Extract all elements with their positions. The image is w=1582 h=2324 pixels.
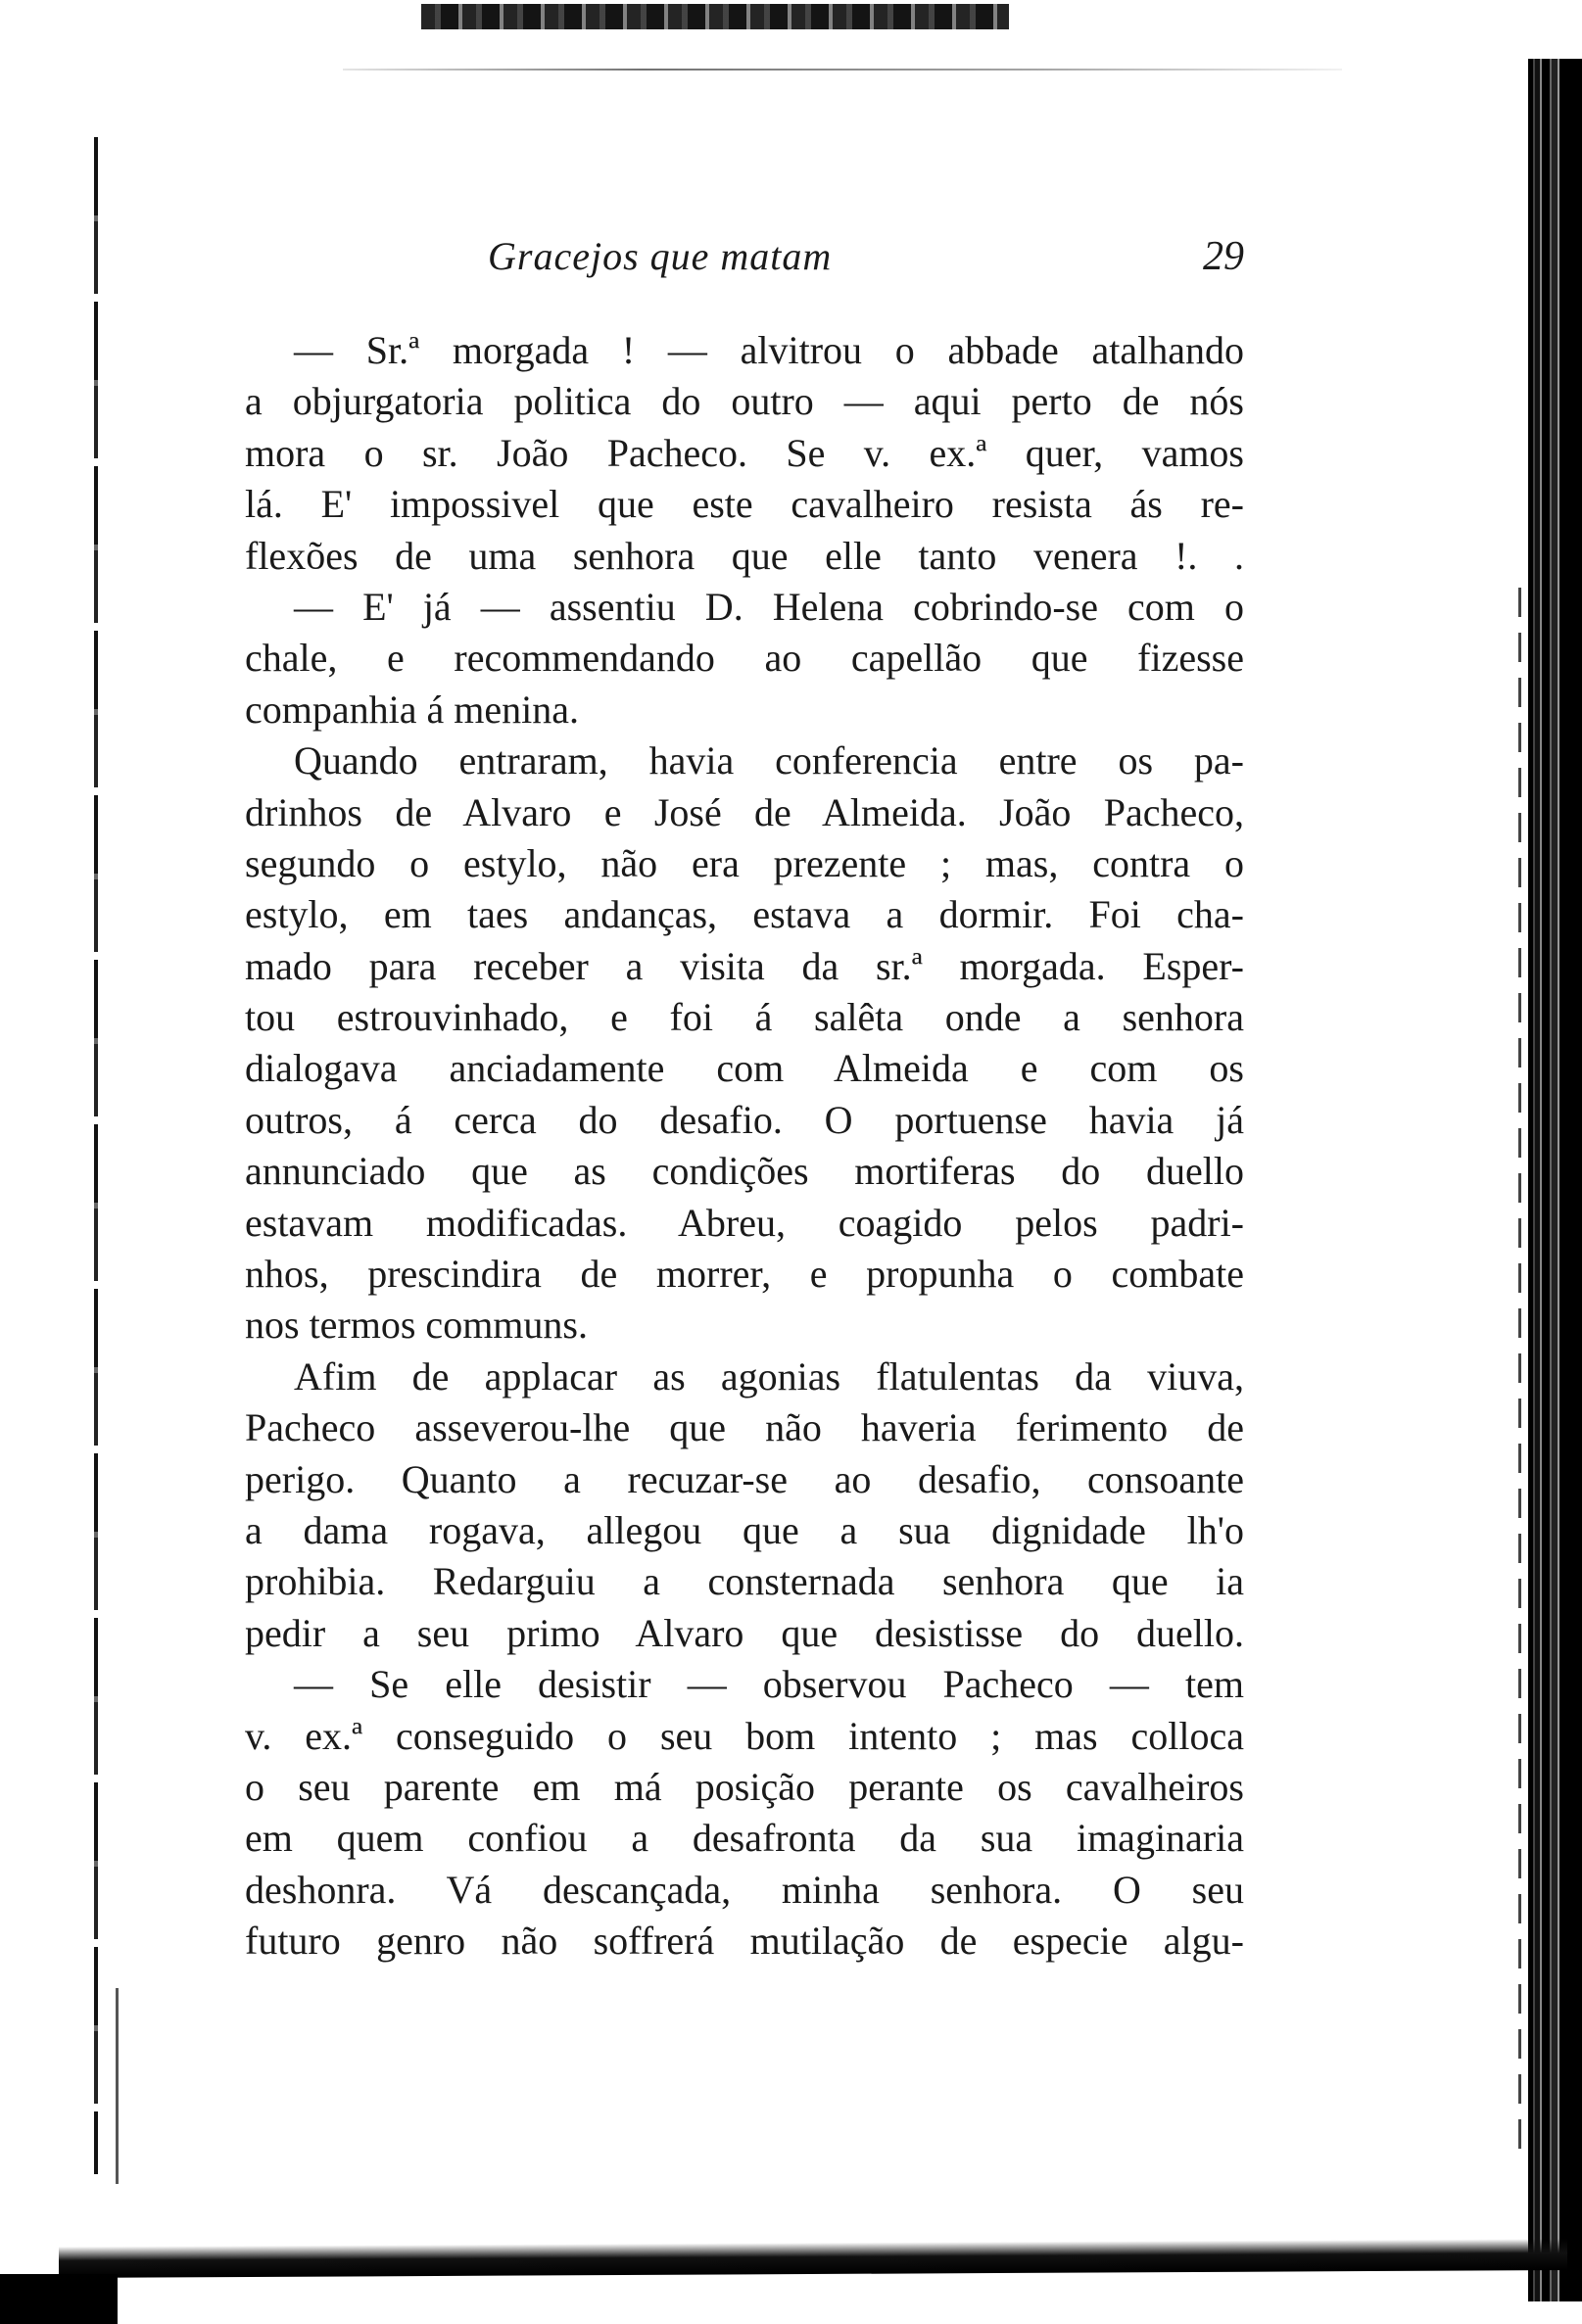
text-line: flexões de uma senhora que elle tanto venera !. .: [245, 533, 1244, 578]
text-line: — Sr.ª morgada ! — alvitrou o abbade atalhando: [294, 328, 1244, 372]
running-title: Gracejos que matam: [488, 234, 833, 278]
page-number: 29: [1203, 234, 1244, 279]
text-line: chale, e recommendando ao capellão que fizesse: [245, 636, 1244, 681]
text-line: futuro genro não soffrerá mutilação de especie algu-: [245, 1919, 1244, 1964]
text-line: deshonra. Vá descançada, minha senhora. O seu: [245, 1867, 1244, 1912]
text-line: em quem confiou a desafronta da sua imaginaria: [245, 1816, 1244, 1861]
book-binding-edge: [1528, 59, 1582, 2301]
page-edge-left-inner: [116, 1988, 119, 2184]
text-line: nos termos communs.: [245, 1303, 588, 1348]
scan-artifact-top: [421, 4, 1009, 29]
text-line: lá. E' impossivel que este cavalheiro resista ás re-: [245, 482, 1244, 527]
running-header: [245, 233, 1244, 292]
page-edge-right: [1518, 588, 1521, 2155]
text-line: prohibia. Redarguiu a consternada senhora que ia: [245, 1559, 1244, 1604]
text-line: o seu parente em má posição perante os cavalheiros: [245, 1764, 1244, 1809]
text-line: segundo o estylo, não era prezente ; mas, contra o: [245, 840, 1244, 885]
text-line: a objurgatoria politica do outro — aqui perto de nós: [245, 379, 1244, 424]
text-line: estavam modificadas. Abreu, coagido pelos padri-: [245, 1200, 1244, 1245]
scan-corner-bottom: [0, 2274, 118, 2324]
text-line: mora o sr. João Pacheco. Se v. ex.ª quer, vamos: [245, 430, 1244, 475]
scan-rule-top: [343, 69, 1342, 71]
text-line: drinhos de Alvaro e José de Almeida. João Pacheco,: [245, 789, 1244, 834]
text-line: v. ex.ª conseguido o seu bom intento ; mas colloca: [245, 1713, 1244, 1758]
text-line: — Se elle desistir — observou Pacheco — tem: [294, 1662, 1244, 1707]
page-edge-left: [94, 137, 98, 2174]
scan-shadow-bottom: [59, 2239, 1567, 2278]
text-line: pedir a seu primo Alvaro que desistisse do duello.: [245, 1610, 1244, 1655]
text-line: estylo, em taes andanças, estava a dormir. Foi cha-: [245, 892, 1244, 937]
text-line: nhos, prescindira de morrer, e propunha o combate: [245, 1252, 1244, 1297]
text-line: companhia á menina.: [245, 687, 579, 732]
body-text: [245, 325, 1244, 1968]
text-line: mado para receber a visita da sr.ª morgada. Esper-: [245, 943, 1244, 988]
text-line: outros, á cerca do desafio. O portuense havia já: [245, 1097, 1244, 1142]
text-line: tou estrouvinhado, e foi á salêta onde a senhora: [245, 995, 1244, 1040]
text-line: Quando entraram, havia conferencia entre os pa-: [294, 738, 1244, 783]
text-line: Pacheco asseverou-lhe que não haveria ferimento de: [245, 1405, 1244, 1450]
text-line: dialogava anciadamente com Almeida e com os: [245, 1046, 1244, 1091]
text-line: annunciado que as condições mortiferas do duello: [245, 1149, 1244, 1194]
text-line: a dama rogava, allegou que a sua dignidade lh'o: [245, 1507, 1244, 1552]
text-line: Afim de applacar as agonias flatulentas da viuva,: [294, 1353, 1244, 1399]
text-line: perigo. Quanto a recuzar-se ao desafio, consoante: [245, 1456, 1244, 1501]
text-line: — E' já — assentiu D. Helena cobrindo-se com o: [294, 584, 1244, 629]
